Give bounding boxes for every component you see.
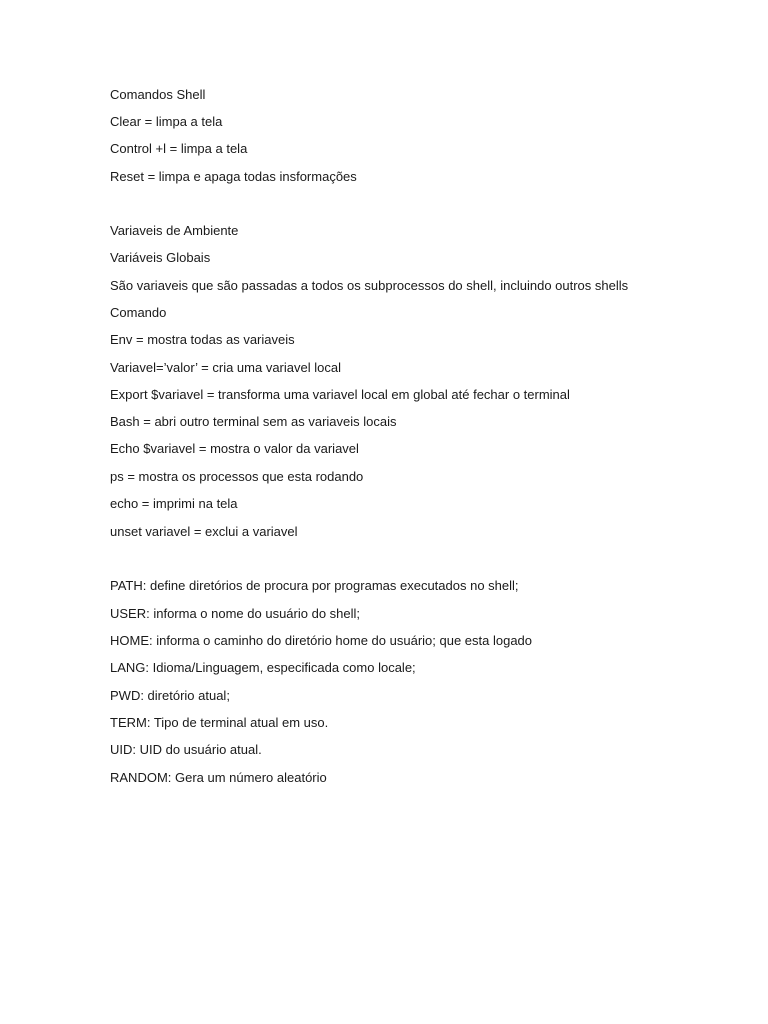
document-line: USER: informa o nome do usuário do shell; xyxy=(110,606,361,621)
document-line: LANG: Idioma/Linguagem, especificada como locale; xyxy=(110,660,416,675)
document-line: UID: UID do usuário atual. xyxy=(110,742,262,757)
document-line: PATH: define diretórios de procura por programas executados no shell; xyxy=(110,578,519,593)
document-line: PWD: diretório atual; xyxy=(110,688,230,703)
document-subheading-comando: Comando xyxy=(110,305,167,320)
document-line: Export $variavel = transforma uma variavel local em global até fechar o terminal xyxy=(110,387,570,402)
document-line: Env = mostra todas as variaveis xyxy=(110,332,295,347)
document-line: HOME: informa o caminho do diretório home do usuário; que esta logado xyxy=(110,633,533,648)
document-heading-variaveis-ambiente: Variaveis de Ambiente xyxy=(110,223,239,238)
document-line: ps = mostra os processos que esta rodando xyxy=(110,469,364,484)
document-line: Reset = limpa e apaga todas insformações xyxy=(110,169,357,184)
document-line: unset variavel = exclui a variavel xyxy=(110,524,298,539)
document-line: Clear = limpa a tela xyxy=(110,114,223,129)
document-line: Echo $variavel = mostra o valor da variavel xyxy=(110,441,359,456)
document-line: Bash = abri outro terminal sem as variaveis locais xyxy=(110,414,397,429)
document-line: TERM: Tipo de terminal atual em uso. xyxy=(110,715,329,730)
document-heading-comandos-shell: Comandos Shell xyxy=(110,87,206,102)
document-body xyxy=(110,0,730,1024)
document-subheading-variaveis-globais: Variáveis Globais xyxy=(110,250,211,265)
document-line: RANDOM: Gera um número aleatório xyxy=(110,770,327,785)
document-line: São variaveis que são passadas a todos os subprocessos do shell, incluindo outros shells xyxy=(110,278,629,293)
document-line: Control +l = limpa a tela xyxy=(110,141,248,156)
document-line: echo = imprimi na tela xyxy=(110,496,238,511)
document-line: Variavel=’valor’ = cria uma variavel local xyxy=(110,360,341,375)
